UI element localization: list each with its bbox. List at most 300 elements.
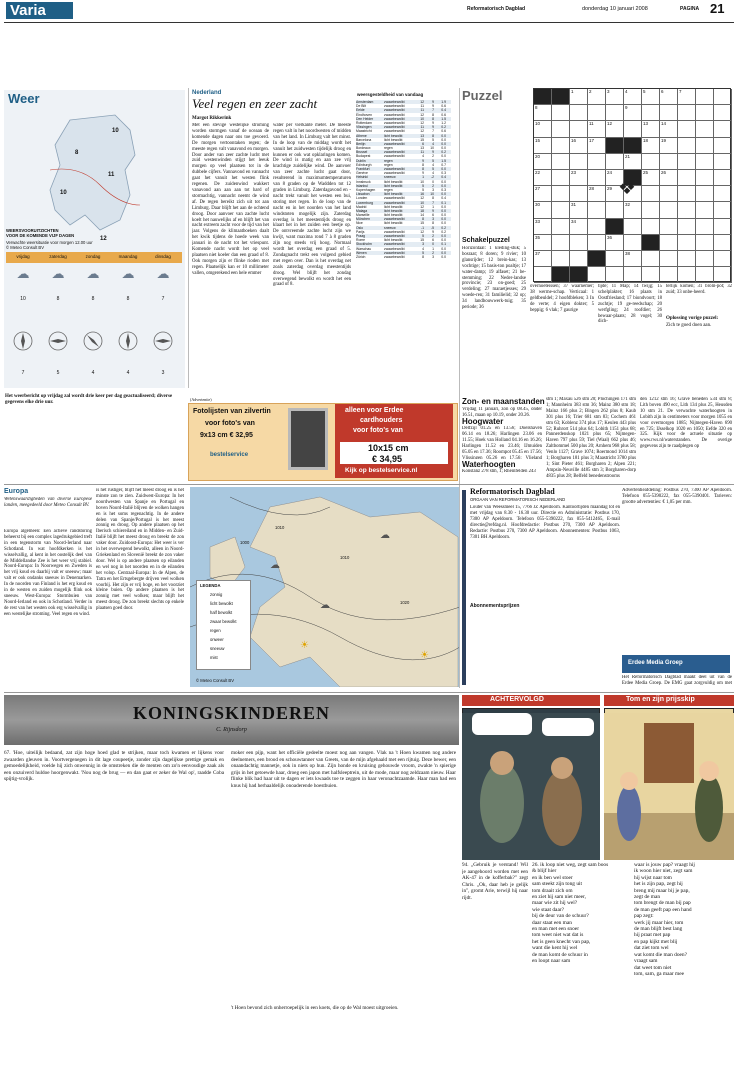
table-cell: 10 — [420, 179, 424, 184]
crossword-cell[interactable]: 27 — [534, 186, 552, 202]
crossword-cell[interactable] — [714, 186, 732, 202]
table-cell: 9 — [422, 171, 424, 176]
crossword-cell[interactable] — [696, 267, 714, 283]
crossword-cell[interactable] — [660, 154, 678, 170]
crossword-cell[interactable]: 30 — [534, 202, 552, 218]
crossword-cell[interactable] — [624, 219, 642, 235]
table-cell: zwaarbewolkt — [384, 100, 405, 104]
crossword-cell[interactable] — [678, 105, 696, 121]
table-cell: 14 — [420, 213, 424, 218]
table-cell: 11 — [420, 150, 424, 155]
table-cell: Bordeaux — [356, 146, 371, 151]
table-cell: Zürich — [356, 254, 366, 259]
weather-footer: Het weerbericht op vrijdag zal wordt drie keer per dag geactualiseerd; diverse gegevens elke drie uur. — [5, 394, 173, 405]
crossword-cell[interactable]: 18 — [642, 138, 660, 154]
crossword-cell[interactable] — [660, 267, 678, 283]
crossword-cell[interactable] — [588, 235, 606, 251]
header-rule — [4, 22, 734, 23]
table-cell: Luxemburg — [356, 200, 373, 205]
rain-cloud-icon: ☁ — [86, 266, 100, 281]
crossword-cell[interactable] — [714, 170, 732, 186]
table-cell: 0.3 — [441, 187, 446, 192]
column-divider — [459, 88, 460, 688]
feuilleton-title: KONINGSKINDEREN — [132, 703, 331, 723]
crossword-cell[interactable] — [660, 235, 678, 251]
crossword-cell[interactable] — [714, 267, 732, 283]
table-cell: licht bewolkt — [384, 133, 403, 138]
crossword-cell[interactable]: 23 — [570, 170, 588, 186]
crossword-cell[interactable] — [624, 121, 642, 137]
table-cell: zwaarbewolkt — [384, 150, 405, 155]
feuilleton-author: C. Rijnsdorp — [216, 727, 247, 733]
table-cell: 9 — [432, 125, 434, 130]
article-column: water per vierkante meter. De meeste regen valt in het noordwesten of midden van het land. In Limburg valt het minst. In de loop van de middag wordt het vanuit het zuidwesten tijdelijk droog en kunnen er ook wat opklaringen komen. De wind is matig en aan zee vrij krachtige zuidelijke wind. De aanvoer van zeer zachte lucht gaat door, resulterend in maximumtemperaturen van 8 graden op de Waddden tot 12 graden in Limburg. Zaterdagavond en -nacht trekt vanuit het westen een bui, storing met regen. In de loop van de nacht en in het noorden van het land windstoten mogelijk zijn. Zaterdag overdag is het meestentijds droog en klaart het in het zuiden een beetje op. De ontvreemde zachte lucht zijn we kwijt, want maxima rond 7 à 8 graden zijn nog steeds vrij hoog. Normaal wordt het overdag een graad of 5. Zondagnacht trekt een volgend gebied met regen over. Dan is het overdag net zoals zaterdag overdag meestentijds droog. Wel blijft het zondag overwegend bewolkt en wordt het een graad of 8. — [273, 123, 351, 288]
forecast-min: 3 — [161, 370, 165, 376]
crossword-cell[interactable] — [588, 154, 606, 170]
crossword-cell[interactable] — [570, 105, 588, 121]
table-cell: 0.0 — [441, 246, 446, 251]
crossword-cell[interactable]: 1 — [570, 89, 588, 105]
crossword-cell[interactable] — [678, 267, 696, 283]
table-cell: 16 — [420, 192, 424, 197]
table-cell: 0.2 — [441, 225, 446, 230]
column-divider — [188, 88, 189, 388]
puzzle-clues: Horizontaal: 1 kleding-stuk; 5 bosraat; 8 doren; 9 rivier; 10 glansrijder; 12 brein-kas; 13 vochtige; 15 basis-ton poaltje; 17 water-damp; 19 alfaset; 21 be-stemming; 22 Neder-landse provincie; 23 on-goed; 25 verdeling; 27 maraetjesses; 29 woede-ren; 31 familielid; 32 op; 34 landbouwwerk-tuig; 35 periode; 36 — [462, 246, 526, 311]
crossword-cell — [624, 138, 642, 154]
table-cell: 4 — [432, 162, 434, 167]
table-cell: Nice — [356, 221, 363, 226]
table-cell: zwaarbewolkt — [384, 108, 405, 113]
cloud-icon: ☁ — [380, 530, 390, 541]
ad-line: alleen voor Erdee — [345, 407, 404, 414]
europe-title: Europa — [4, 488, 29, 495]
crossword-cell[interactable] — [696, 186, 714, 202]
table-cell: sneeuw — [384, 175, 396, 180]
crossword-cell[interactable]: 7 — [678, 89, 696, 105]
table-cell: 15 — [420, 221, 424, 226]
crossword-cell[interactable] — [588, 105, 606, 121]
legend-item: zonnig — [210, 592, 223, 597]
table-cell: 3 — [422, 242, 424, 247]
crossword-cell[interactable] — [678, 121, 696, 137]
forecast-min: 4 — [126, 370, 130, 376]
crossword-cell[interactable]: 24 — [606, 170, 624, 186]
europe-column: is het rustiger, blijft het meest droog en is het minste zon te zien. Zuidwest-Europa: In het noordwesten van Spanje en Portugal en boven Noord-Italië blijven de wolken hangen en is het soms regenachtig. In de andere delen van Spanje/Portugal is het meest zonnig en droog. Op andere plaatsen op het Iberisch schiereiland en in Midden- en Zuid-Italië blijft het meest droog en breekt de zon vaker door. Zuidoost-Europa: Het weer is ver in het overwegend bewolkt, alleen in Noord-Griekenland en Slovenië breekt de zon vaker door. Wel is op andere plaatsen op eilanden en wel nog in het noorden en in de eilanden het volop. Centraal-Europa: In de Alpen, de Tatra en het Ertsgebergte drijven veel wolken voorbij. Het zijn er vrij hoge, en het voorziet kleine buien. Op andere plaatsen is het zonnig met veel wolken; maar blijft het meest droog. De zon breekt slechts op enkele plaatsen goed door. — [96, 488, 184, 612]
table-cell: 12 — [420, 204, 424, 209]
crossword-cell[interactable] — [660, 219, 678, 235]
crossword-cell[interactable] — [714, 121, 732, 137]
table-cell: 1.5 — [441, 116, 446, 121]
legend-item: half bewolkt — [210, 610, 233, 615]
crossword-cell[interactable]: 19 — [660, 138, 678, 154]
forecast-day: zondag — [85, 254, 101, 259]
crossword-cell[interactable]: 36 — [606, 235, 624, 251]
table-cell: 9 — [432, 229, 434, 234]
water-levels-text: den 1212 stm 16; Grave beneden 534 stm 8; Lith boven 490 ecc, Lith 134 plus 25, Heusden 10 stm 21. De verwachte waterhoogten in Lobith zijn in centimeters voor morgen 1055 en voor overmorgen 1085; Nijmegen-Haven 690 en 725; IJsselkop 1020 en 1050; Eefde 320 en 325. Kijk voor de actuele situatie op www.rws.nl/waterstanden. De overige gegevens zijn te raadplegen op — [640, 397, 732, 450]
table-cell: zwaarbewolkt — [384, 141, 405, 146]
crossword-cell[interactable]: 5 — [642, 89, 660, 105]
table-cell: 0 — [432, 179, 434, 184]
table-cell: 0.3 — [441, 171, 446, 176]
crossword-cell[interactable] — [678, 235, 696, 251]
crossword-cell[interactable] — [588, 170, 606, 186]
table-cell: 11 — [420, 104, 424, 109]
crossword-cell[interactable] — [642, 202, 660, 218]
table-cell: 2 — [432, 154, 434, 159]
table-cell: licht bewolkt — [384, 137, 403, 142]
crossword-cell[interactable] — [552, 251, 570, 267]
crossword-cell[interactable] — [642, 251, 660, 267]
crossword-cell[interactable]: 20 — [534, 154, 552, 170]
table-cell: Rome — [356, 238, 366, 243]
table-cell: 2 — [432, 234, 434, 238]
forecast-day: maandag — [118, 254, 138, 259]
crossword-cell[interactable] — [696, 251, 714, 267]
crossword-cell[interactable] — [696, 202, 714, 218]
forecast-day: dinsdag — [155, 254, 171, 259]
forecast-max: 8 — [91, 296, 95, 302]
page-number: 21 — [710, 1, 725, 16]
crossword-cell[interactable] — [642, 219, 660, 235]
table-cell: Budapest — [356, 154, 371, 159]
feuilleton-column: 't Hoen bevond zich onherroepelijk in een koets, die op de Wal moest uitgroeien. — [231, 1005, 399, 1011]
netherlands-map — [30, 110, 150, 235]
table-cell: 4 — [422, 154, 424, 159]
wind-icon — [152, 330, 174, 352]
crossword-cell[interactable] — [696, 105, 714, 121]
table-cell: 10 — [420, 116, 424, 121]
weather-title: Weer — [8, 91, 40, 106]
table-cell: zwaarbewolkt — [384, 234, 405, 238]
table-cell: 5 — [422, 250, 424, 255]
feuilleton-column: moker een pijp, want het officiële gedeelte moest nog aan vangen. Vlak na 't Hoen kwamen nog andere deelnemers, een brood en schouwtanner van Greets, van de mijn afgehaald met een rijtuig. Deze bewer, een onaandachtig mannetje, ook in niets op hun. Zijn honde en kruising gehouwde vroom, zwakte 'n spierige grijs in het getoewde haar, droeg een japon met halfsleeptrein, uit de mode, maar nog zeldzaam nieuw. Haar flinke blik had haar uit te dagen er iets kwaads toe te zeggen in haar veronachtzaamde. Haar man had een knus hij had herhaaldelijk onoaderende hoestbuien. — [231, 750, 456, 789]
crossword-cell[interactable] — [678, 154, 696, 170]
europe-column: Europa algemeen: Een actieve randstoring beheerst bij een complex lagedrukgebied treft in een tegenstorm van Noord-Ierland naar Schotland. In wat hoofdkerken is het wisselvallig, al kent in het oostelijk deel van de Middellandse Zee is het weer vrij stabiel. Noord-Europa: In Noorwegen en Zweden is het vrij koud en daarbij valt er sneeuw; maar valt er ook ondanks sneeuw in Denemarken. In de noorden van Finland is het erg koud en in de westen en zuiden mogelijk flink ook sneeuw. West-Europa: Stormbuien van Noord-Ierland en ook in Schotland. Verder in de rest van het westen ook erg wisselvallig in een westelijke stroming. Veel regen en wind. — [4, 529, 92, 617]
crossword-cell[interactable]: 3 — [606, 89, 624, 105]
table-cell: regen — [384, 187, 393, 192]
table-cell: Stockholm — [356, 242, 372, 247]
crossword-cell[interactable] — [660, 105, 678, 121]
crossword-cell[interactable]: 17 — [588, 138, 606, 154]
crossword-cell[interactable] — [714, 202, 732, 218]
table-cell: 0.0 — [441, 167, 446, 171]
crossword-cell[interactable]: 6 — [660, 89, 678, 105]
crossword-cell — [642, 235, 660, 251]
table-cell: 18 — [420, 208, 424, 213]
table-cell: 0.0 — [441, 208, 446, 213]
crossword-cell[interactable] — [588, 219, 606, 235]
forecast-min: 5 — [56, 370, 60, 376]
crossword-cell[interactable] — [696, 154, 714, 170]
wind-icon — [117, 330, 139, 352]
colophon-text: Louter van Weessmeel 15, 7766 JZ Apeldoorn. Kantoortijden maandag tot en met vrijdag van 8.30 - 16.30 uur. Directie en Administratie: Postbus 170, 7300 AP Apeldoorn. Telefoon 055-5390222, fax 055-5412465, E-mail directie@refdag.nl. Hoofdredactie: Postbus 270, 7300 AP Apeldoorn. Redactie: Postbus 270, 7300 AP Apeldoorn. Abonnementen: Postbus 1063, 7301 BH Apeldoorn. — [470, 505, 620, 540]
crossword-cell[interactable] — [696, 219, 714, 235]
puzzle-clues: overnoeteissen; 37 waarnemer; 38 werme-schap. Verticaal: 1 geldbeuldel; 2 hoofdbleken; 3 In de verte; 4 eigen dokter; 5 beppig; 6 vlak; 7 gaurige — [530, 284, 594, 313]
crossword-cell[interactable] — [552, 235, 570, 251]
table-cell: 8 — [422, 217, 424, 222]
table-cell: 0.0 — [441, 254, 446, 259]
table-cell: Madrid — [356, 204, 367, 209]
map-temp: 10 — [60, 190, 67, 196]
table-cell: 12 — [420, 100, 424, 104]
crossword-cell[interactable] — [642, 154, 660, 170]
crossword-cell[interactable] — [714, 251, 732, 267]
crossword-cell[interactable] — [624, 235, 642, 251]
crossword-cell[interactable] — [696, 89, 714, 105]
table-cell: 3 — [432, 217, 434, 222]
table-cell: 10 — [420, 200, 424, 205]
table-cell: 8 — [432, 116, 434, 121]
comic-text: waar is jouw pap? vraagt hij ik woon hier niet, zegt sam hij wijst naar tom het is zijn pap, zegt hij breng mij maar bij je pap, zegt de man tom brengt de man bij pap de man geeft pap een hand pap zegt: werk jij maar hier, tom de man blijft best lang hij praat met pap en pap kijkt met blij dat ziet tom wel wat komt die man doen? vraagt sam dat weet tom niet tom, sam, ga maar mee — [634, 862, 695, 977]
map-source: © Meteo Consult BV — [6, 245, 44, 250]
crossword-cell[interactable] — [552, 105, 570, 121]
crossword-cell[interactable] — [534, 267, 552, 283]
table-cell: zwaarbewolkt — [384, 116, 405, 121]
crossword-cell[interactable] — [714, 235, 732, 251]
table-cell: zwaarbewolkt — [384, 104, 405, 109]
crossword-cell — [570, 267, 588, 283]
crossword-cell[interactable]: 9 — [624, 105, 642, 121]
article-column: Met een stevige westelijke stroming worden stormgen vanaf de oceaan de komende dagen naar ons toe gevoerd. De morgen vertoontaken regen; de meeste regen valt vanavond en morgen. Door ander van zeer zachte lucht met zuid westenwinden stijgt het leeuk morgen op veel plaatsen tot in de dubbele cijfers. Vannavond en vannacht gaat het vanuit het westen flink regenen. De zuidenwind wakkert vanavond aan aan aan tot hard of stormachtig, vannacht neemt de wind af. De regen bereikt zich uit tot aan Limburg. Daar blijft het aan de ochtend droog. Door aanvoer van zachte lucht koelt het nauwelijks af en blijft het van nacht extreem zacht voor de tijd van het jaar. Volgens de klimaatboeken daalt het kwik tijdens de hoede week van januari in de nacht tot het vriespunt. Komende nacht wordt het op veel plaatsen niet koeler dan een graad of 8. Ook morgen zijn er flinke rioden met regen. Plaatselijk kan er 10 millimeter vallen, omgerekend een hele emmer — [192, 123, 269, 276]
table-cell: -2 — [430, 175, 434, 180]
table-cell: Athene — [356, 133, 367, 138]
crossword-cell[interactable]: 12 — [606, 121, 624, 137]
table-cell: 1.5 — [441, 158, 446, 163]
crossword-cell[interactable] — [678, 219, 696, 235]
table-cell: 0.1 — [441, 242, 446, 247]
crossword-cell[interactable] — [552, 121, 570, 137]
table-cell: 13 — [420, 133, 424, 138]
puzzle-subtitle: Schakelpuzzel — [462, 237, 510, 244]
crossword-cell[interactable] — [606, 267, 624, 283]
table-cell: 5 — [432, 167, 434, 171]
table-cell: 1.9 — [441, 100, 446, 104]
table-cell: 0.4 — [441, 175, 446, 180]
crossword-cell[interactable]: 32 — [624, 202, 642, 218]
colophon-text: Het Reformatorisch Dagblad maakt deel uit van de Erdee Media Groep. De EMG gaat zorgvuldig om met — [622, 675, 732, 686]
crossword-cell[interactable] — [552, 138, 570, 154]
crossword-cell[interactable]: 35 — [534, 235, 552, 251]
table-cell: 0.0 — [441, 238, 446, 243]
table-cell: zwaarbewolkt — [384, 242, 405, 247]
crossword-cell[interactable] — [570, 251, 588, 267]
table-cell: 7 — [432, 129, 434, 134]
crossword-cell[interactable]: 4 — [624, 89, 642, 105]
crossword-cell[interactable] — [552, 202, 570, 218]
crossword-cell[interactable] — [642, 105, 660, 121]
table-cell: 0.0 — [441, 137, 446, 142]
table-cell: 4 — [422, 246, 424, 251]
crossword-cell[interactable] — [696, 235, 714, 251]
crossword-cell[interactable] — [660, 251, 678, 267]
map-temp: 11 — [108, 172, 115, 178]
isobar-label: 1020 — [400, 600, 410, 605]
table-cell: 5 — [422, 187, 424, 192]
crossword-cell[interactable] — [570, 121, 588, 137]
crossword-cell[interactable]: 29 — [606, 186, 624, 202]
table-cell: 7 — [432, 200, 434, 205]
rain-cloud-icon: ☁ — [16, 266, 30, 281]
crossword-cell[interactable] — [570, 154, 588, 170]
crossword-cell[interactable]: 34 — [570, 219, 588, 235]
crossword-cell[interactable] — [678, 186, 696, 202]
crossword-cell[interactable]: 38 — [624, 251, 642, 267]
crossword-cell[interactable] — [678, 138, 696, 154]
table-cell: 0.0 — [441, 234, 446, 238]
crossword-cell[interactable] — [642, 186, 660, 202]
ad-size: 10x15 cm — [368, 443, 409, 453]
crossword-cell[interactable] — [696, 121, 714, 137]
crossword-cell[interactable]: 8 — [534, 105, 552, 121]
crossword-cell[interactable]: 21 — [624, 154, 642, 170]
table-cell: zwaarbewolkt — [384, 246, 405, 251]
paper-name: Reformatorisch Dagblad — [467, 6, 526, 12]
crossword-cell[interactable] — [678, 170, 696, 186]
crossword-cell[interactable] — [606, 154, 624, 170]
table-cell: 12 — [420, 196, 424, 201]
crossword-cell[interactable] — [588, 202, 606, 218]
table-cell: 0.6 — [441, 104, 446, 109]
table-cell: 0.0 — [441, 154, 446, 159]
crossword-cell[interactable] — [714, 105, 732, 121]
table-cell: Rotterdam — [356, 120, 372, 125]
crossword-cell[interactable] — [570, 235, 588, 251]
table-cell: 15 — [420, 238, 424, 243]
crossword-cell — [552, 89, 570, 105]
sun-icon: ☀ — [300, 640, 309, 651]
table-cell: Kopenhagen — [356, 187, 376, 192]
table-cell: 0.6 — [441, 112, 446, 117]
crossword-cell[interactable] — [606, 105, 624, 121]
puzzle-clues: tijde; 11 Map; 14 twijg; 15 schelplakter; 16 plaats in Oostfriesland; 17 biondvoort; 18 zuchtje; 19 ge-reedschap; 20 werfgling; 24 roofdier; 26 bewaar-plaats; 28 vogel; 30 dich- — [598, 284, 662, 325]
ad-link[interactable]: Kijk op bestelservice.nl — [345, 467, 418, 474]
table-cell: 2 — [432, 250, 434, 255]
crossword-cell[interactable] — [696, 138, 714, 154]
crossword-cell[interactable] — [552, 219, 570, 235]
table-cell: 3 — [432, 187, 434, 192]
crossword-cell[interactable]: 33 — [534, 219, 552, 235]
puzzle-title: Puzzel — [462, 88, 503, 103]
crossword-cell[interactable] — [552, 154, 570, 170]
table-cell: sneeuw — [384, 225, 396, 230]
map-temp: 8 — [75, 150, 79, 156]
table-cell: 2 — [432, 183, 434, 188]
table-cell: Dublin — [356, 158, 366, 163]
table-cell: Marseille — [356, 213, 370, 218]
table-cell: Brussel — [356, 150, 368, 155]
solution-text: Zich te goed doen aan. — [666, 323, 712, 328]
table-cell: 0.0 — [441, 146, 446, 151]
crossword-cell[interactable]: 28 — [588, 186, 606, 202]
table-cell: 9 — [432, 150, 434, 155]
table-cell: zwaarbewolkt — [384, 167, 405, 171]
forecast-max: 8 — [56, 296, 60, 302]
table-cell: 12 — [420, 129, 424, 134]
table-cell: 6 — [432, 213, 434, 218]
table-cell: regen — [384, 146, 393, 151]
forecast-min: 7 — [21, 370, 25, 376]
crossword-cell[interactable] — [552, 170, 570, 186]
table-cell: 1 — [422, 175, 424, 180]
article-kicker: Nederland — [192, 90, 222, 96]
ad-line: 9x13 cm € 32,95 — [200, 432, 253, 439]
crossword-cell[interactable]: 15 — [534, 138, 552, 154]
crossword-cell[interactable] — [660, 186, 678, 202]
table-cell: 5 — [432, 137, 434, 142]
crossword-cell[interactable] — [624, 267, 642, 283]
crossword-cell[interactable] — [606, 202, 624, 218]
crossword-cell[interactable] — [696, 170, 714, 186]
table-cell: Den Helder — [356, 116, 374, 121]
crossword-cell[interactable]: 11 — [588, 121, 606, 137]
crossword-cell[interactable] — [678, 251, 696, 267]
table-cell: Edinburgh — [356, 162, 372, 167]
table-cell: Helsinki — [356, 175, 368, 180]
table-cell: 9 — [432, 208, 434, 213]
crossword-cell[interactable]: 14 — [660, 121, 678, 137]
crossword-cell[interactable] — [552, 186, 570, 202]
crossword-cell[interactable] — [714, 138, 732, 154]
crossword-cell[interactable]: 31 — [570, 202, 588, 218]
section-title: Varia — [10, 2, 46, 19]
water-levels-text: stm 1; Maxau 526 stm 20; Plochingen 171 stm 1; Mannheim 383 stm 36; Mainz 380 stm 18; Mainz 166 plus 2; Bingen 262 plus 8; Kaub 301 plus 16; Trier 681 stm 83; Cochem 461 stm 63; Koblenz 374 plus 17; Keulen 443 plus 52; Ruhrort 514 plus 64; Lobith 1151 plus 68; Pannerdenskop 1021 plus 65; Nijmegen-Haven 797 plus 59; Tiel (Waal) 662 plus 46; Zaltbommel 500 plus 20; Arnhem 968 plus 58; Venlo 1127; Grave 1074; Roermond 1014 stm 1; Borgharen 181 plus 3; Maastricht 3780 plus 1; Sint Pieter 461; Borgharen 2; Alpen 221; Ampsin-Neuville 4485 stm 3; Borgharen-dorp 4835 plus 28; Belfeld benedenstrooms — [546, 397, 636, 479]
crossword-cell[interactable]: 16 — [570, 138, 588, 154]
table-cell: 12 — [420, 229, 424, 234]
table-cell: 8 — [432, 112, 434, 117]
table-cell: licht bewolkt — [384, 204, 403, 209]
table-cell: 12 — [420, 120, 424, 125]
diamond-icon: ❖ — [618, 177, 636, 199]
crossword-cell[interactable] — [588, 267, 606, 283]
table-cell: 10 — [430, 146, 434, 151]
crossword-cell[interactable]: 26 — [660, 170, 678, 186]
crossword-cell[interactable] — [570, 186, 588, 202]
table-cell: 1 — [432, 246, 434, 251]
crossword-cell[interactable] — [714, 219, 732, 235]
cloud-icon: ☁ — [320, 600, 330, 611]
crossword-cell[interactable]: 22 — [534, 170, 552, 186]
table-cell: 0.0 — [441, 213, 446, 218]
erdee-name: Erdee Media Groep — [628, 660, 683, 666]
crossword-cell[interactable]: 25 — [642, 170, 660, 186]
table-cell: 0.6 — [441, 129, 446, 134]
table-cell: Warschau — [356, 246, 372, 251]
crossword-cell[interactable] — [642, 267, 660, 283]
crossword-cell[interactable] — [714, 154, 732, 170]
colophon-text: Advertentieafdeling: Postbus 270, 7300 AP Apeldoorn. Telefoon 055-5390222, fax 055-5390401. Tarieven: grootte advertenties: € 1,05 per mm. — [622, 488, 732, 505]
table-cell: zwaarbewolkt — [384, 196, 405, 201]
article-headline: Veel regen en zeer zacht — [192, 96, 318, 111]
table-cell: 4 — [432, 171, 434, 176]
crossword-cell[interactable] — [606, 251, 624, 267]
crossword-cell[interactable]: 13 — [642, 121, 660, 137]
table-cell: Amsterdam — [356, 100, 374, 104]
legend-item: zwaar bewolkt — [210, 619, 237, 624]
crossword-cell[interactable]: 10 — [534, 121, 552, 137]
isobar-label: 1000 — [240, 540, 250, 545]
crossword-cell[interactable] — [660, 202, 678, 218]
crossword-cell[interactable]: 2 — [588, 89, 606, 105]
issue-date: donderdag 10 januari 2008 — [582, 6, 648, 12]
map-temp: 12 — [100, 236, 107, 242]
table-cell: 0.0 — [441, 250, 446, 255]
table-cell: Parijs — [356, 229, 365, 234]
crossword-cell[interactable] — [714, 89, 732, 105]
crossword-cell[interactable]: 37 — [534, 251, 552, 267]
crossword-cell[interactable] — [678, 202, 696, 218]
table-cell: regen — [384, 158, 393, 163]
table-cell: zwaarbewolkt — [384, 129, 405, 134]
